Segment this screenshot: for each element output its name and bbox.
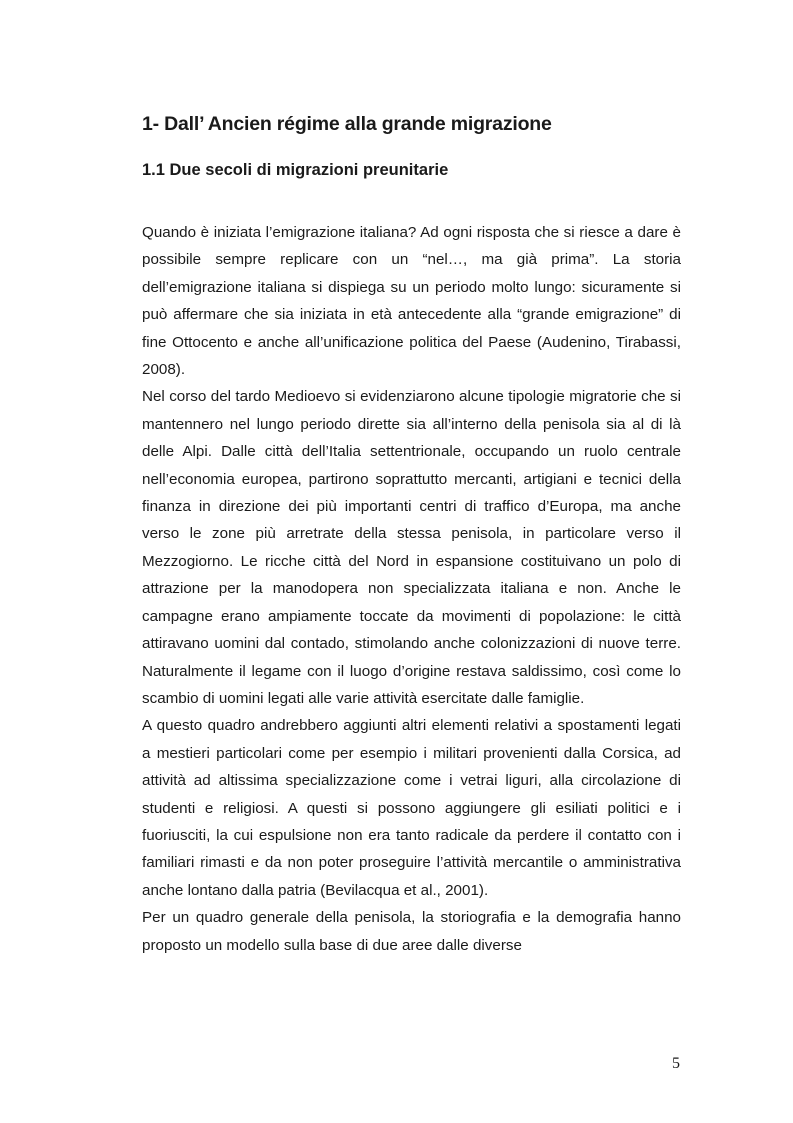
chapter-title: 1- Dall’ Ancien régime alla grande migrazione (142, 113, 552, 135)
paragraph: Per un quadro generale della penisola, la storiografia e la demografia hanno proposto un modello sulla base di due aree dalle diverse (142, 909, 681, 954)
body-text (142, 219, 681, 959)
section-title: 1.1 Due secoli di migrazioni preunitarie (142, 161, 449, 179)
paragraph: A questo quadro andrebbero aggiunti altri elementi relativi a spostamenti legati a mestieri particolari come per esempio i militari provenienti dalla Corsica, ad attività ad altissima specializzazione come i vetrai liguri, alla circolazione di studenti e religiosi. A questi si possono aggiungere gli esiliati politici e i fuoriusciti, la cui espulsione non era tanto radicale da perdere il contatto con i familiari rimasti e da non poter proseguire l’attività mercantile o amministrativa anche lontano dalla patria (Bevilacqua et al., 2001). (142, 717, 681, 899)
paragraph: Quando è iniziata l’emigrazione italiana? Ad ogni risposta che si riesce a dare è possibile sempre replicare con un “nel…, ma già prima”. La storia dell’emigrazione italiana si dispiega su un periodo molto lungo: sicuramente si può affermare che sia iniziata in età antecedente alla “grande emigrazione” di fine Ottocento e anche all’unificazione politica del Paese (Audenino, Tirabassi, 2008). (142, 224, 681, 379)
paragraph: Nel corso del tardo Medioevo si evidenziarono alcune tipologie migratorie che si mantennero nel lungo periodo dirette sia all’interno della penisola sia al di là delle Alpi. Dalle città dell’Italia settentrionale, occupando un ruolo centrale nell’economia europea, partirono soprattutto mercanti, artigiani e tecnici della finanza in direzione dei più importanti centri di traffico d’Europa, ma anche verso le zone più arretrate della stessa penisola, in particolare verso il Mezzogiorno. Le ricche città del Nord in espansione costituivano un polo di attrazione per la manodopera non specializzata italiana e non. Anche le campagne erano ampiamente toccate da movimenti di popolazione: le città attiravano uomini dal contado, stimolando anche colonizzazioni di nuove terre. Naturalmente il legame con il luogo d’origine restava saldissimo, così come lo scambio di uomini legati alle varie attività esercitate dalle famiglie. (142, 388, 681, 707)
page-number: 5 (672, 1055, 680, 1072)
